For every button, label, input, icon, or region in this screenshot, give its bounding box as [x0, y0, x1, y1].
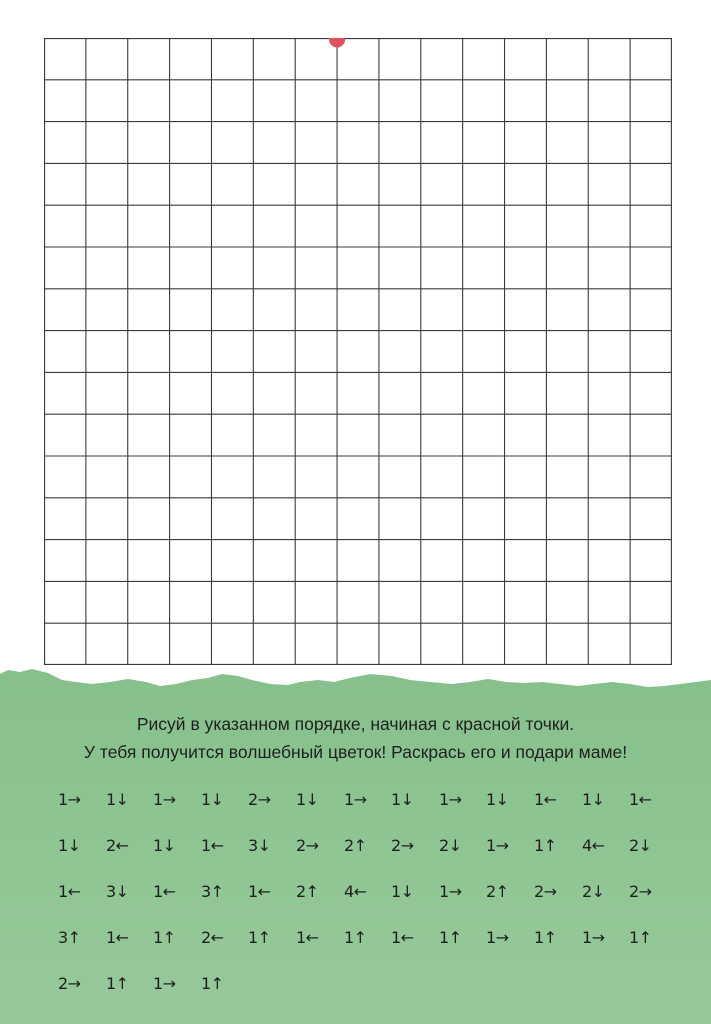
step-instruction: 2↓: [439, 836, 462, 855]
step-instruction: 1↓: [486, 790, 509, 809]
instructions-line-2: У тебя получится волшебный цветок! Раскрась его и подари маме!: [83, 742, 628, 762]
step-instruction: 1↑: [344, 928, 367, 947]
step-instruction: 1↓: [582, 790, 605, 809]
step-instruction: 4←: [344, 882, 367, 901]
step-instruction: 2↓: [629, 836, 652, 855]
step-instruction: 1↓: [296, 790, 319, 809]
step-instruction: 1→: [439, 790, 462, 809]
step-instruction: 1↑: [534, 836, 557, 855]
step-instruction: 2→: [534, 882, 557, 901]
step-instruction: 1↑: [201, 974, 224, 993]
step-instruction: 2↑: [296, 882, 319, 901]
instructions-text: [0, 710, 711, 766]
step-instruction: 2↑: [486, 882, 509, 901]
grid-lines: [44, 38, 672, 665]
step-instruction: 1←: [106, 928, 129, 947]
step-instruction: 1←: [629, 790, 652, 809]
instructions-line-1: Рисуй в указанном порядке, начиная с красной точки.: [136, 714, 575, 734]
step-instruction: 3↓: [248, 836, 271, 855]
step-instruction: 3↑: [58, 928, 81, 947]
step-instruction: 1↑: [153, 928, 176, 947]
step-instruction: 1↓: [391, 882, 414, 901]
step-instruction: 1→: [582, 928, 605, 947]
step-instruction: 1↑: [629, 928, 652, 947]
step-instruction: 1↓: [58, 836, 81, 855]
step-instruction: 1←: [296, 928, 319, 947]
step-instruction: 1↓: [153, 836, 176, 855]
step-instruction: 1↓: [106, 790, 129, 809]
step-instruction: 1→: [486, 836, 509, 855]
step-instruction: 1↑: [534, 928, 557, 947]
step-instruction: 3↓: [106, 882, 129, 901]
step-instruction: 1→: [58, 790, 81, 809]
step-instruction: 2→: [391, 836, 414, 855]
step-instruction: 4←: [582, 836, 605, 855]
step-instruction: 3↑: [201, 882, 224, 901]
drawing-grid[interactable]: [44, 38, 672, 665]
step-instruction: 1↑: [106, 974, 129, 993]
step-instruction: 1←: [391, 928, 414, 947]
step-instruction: 1←: [153, 882, 176, 901]
step-instruction: 1→: [439, 882, 462, 901]
step-instruction: 1←: [534, 790, 557, 809]
step-instruction: 1↑: [439, 928, 462, 947]
step-instruction: 2→: [629, 882, 652, 901]
step-instruction: 1→: [344, 790, 367, 809]
step-instruction: 1↑: [248, 928, 271, 947]
step-instruction: 2←: [106, 836, 129, 855]
step-instruction: 2↑: [344, 836, 367, 855]
step-instruction: 2→: [296, 836, 319, 855]
step-instruction: 2↓: [582, 882, 605, 901]
step-instruction: 2→: [58, 974, 81, 993]
step-instruction: 1→: [153, 790, 176, 809]
step-instruction: 1↓: [391, 790, 414, 809]
step-instruction: 2←: [201, 928, 224, 947]
step-instruction: 1←: [248, 882, 271, 901]
step-instruction: 1←: [58, 882, 81, 901]
red-start-dot[interactable]: [329, 38, 345, 48]
step-instruction: 1↓: [201, 790, 224, 809]
step-instruction: 1→: [153, 974, 176, 993]
step-instruction: 2→: [248, 790, 271, 809]
step-instruction: 1→: [486, 928, 509, 947]
step-instruction: 1←: [201, 836, 224, 855]
